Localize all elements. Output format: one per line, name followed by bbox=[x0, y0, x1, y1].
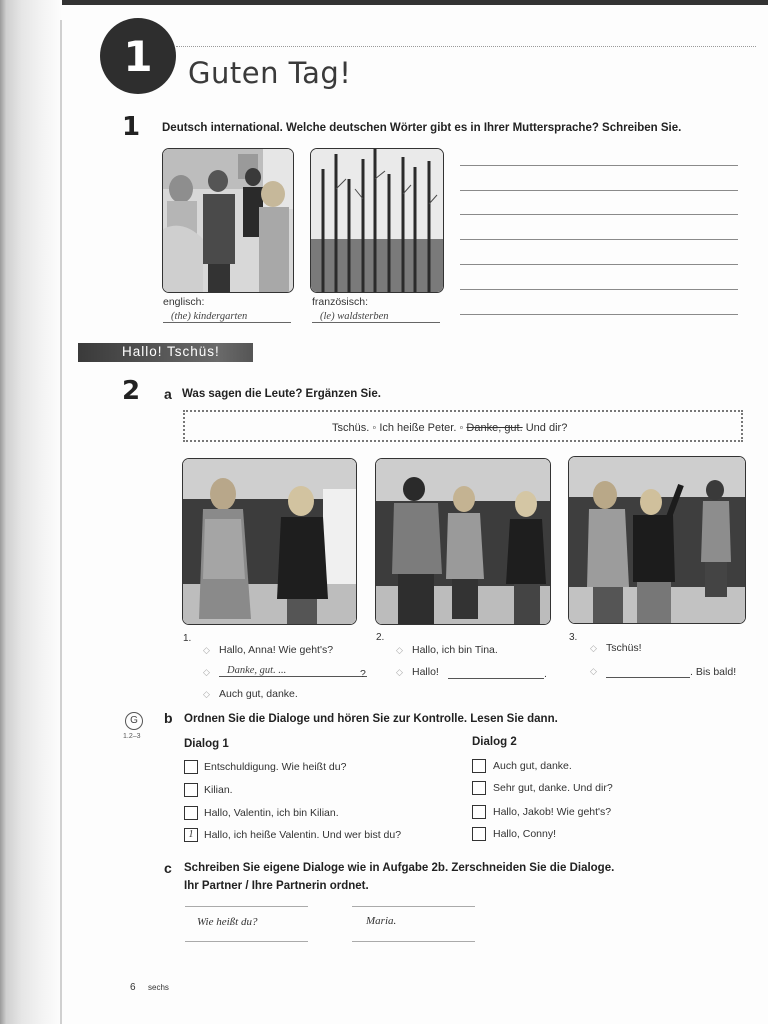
photo-dialog-3 bbox=[568, 456, 746, 624]
chapter-number-badge: 1 bbox=[100, 18, 176, 94]
write-line[interactable] bbox=[460, 165, 738, 166]
order-checkbox[interactable] bbox=[184, 783, 198, 797]
speaker-a-marker: ◇ bbox=[590, 643, 597, 653]
part-a-instruction: Was sagen die Leute? Ergänzen Sie. bbox=[182, 388, 381, 400]
chapter-title: Guten Tag! bbox=[188, 56, 352, 90]
photo-dialog-2 bbox=[375, 458, 551, 625]
caption-language-french: französisch: bbox=[312, 296, 369, 308]
dialog-1-item: Hallo, ich heiße Valentin. Und wer bist du? bbox=[204, 829, 402, 841]
exercise-1-number: 1 bbox=[122, 112, 141, 142]
word-box-text bbox=[332, 422, 567, 434]
order-checkbox[interactable] bbox=[184, 806, 198, 820]
word-box-item: Und dir? bbox=[525, 422, 568, 434]
audio-track-label: 1.2–3 bbox=[123, 733, 141, 740]
dialog-1-item: Hallo, Valentin, ich bin Kilian. bbox=[204, 807, 339, 819]
dialog-2-title: Dialog 2 bbox=[472, 736, 517, 748]
exercise-2-number: 2 bbox=[122, 376, 141, 406]
caption-word-french: (le) waldsterben bbox=[312, 311, 440, 323]
word-box-item: Ich heiße Peter. bbox=[379, 422, 457, 434]
exercise-1-instruction: Deutsch international. Welche deutschen Wörter gibt es in Ihrer Muttersprache? Schreiben Sie. bbox=[162, 122, 682, 134]
photo-forest bbox=[310, 148, 444, 293]
word-box-separator: ◦ bbox=[372, 422, 377, 434]
part-c-letter: c bbox=[164, 860, 172, 876]
dialog-card bbox=[352, 906, 475, 942]
speaker-a-marker: ◇ bbox=[396, 645, 403, 655]
dialog-2-item: Auch gut, danke. bbox=[493, 760, 572, 772]
part-c-instruction: Schreiben Sie eigene Dialoge wie in Aufgabe 2b. Zerschneiden Sie die Dialoge. bbox=[184, 862, 615, 874]
dialog-punctuation: ? bbox=[360, 668, 366, 680]
page-margin-line bbox=[60, 20, 62, 1024]
order-checkbox[interactable] bbox=[472, 827, 486, 841]
order-checkbox[interactable] bbox=[472, 805, 486, 819]
dialog-answer-field[interactable] bbox=[448, 668, 544, 679]
write-line[interactable] bbox=[460, 239, 738, 240]
dialog-1-item: Entschuldigung. Wie heißt du? bbox=[204, 761, 347, 773]
order-checkbox[interactable] bbox=[184, 760, 198, 774]
page-number-word: sechs bbox=[148, 983, 169, 992]
dialog-card-text: Wie heißt du? bbox=[197, 916, 258, 928]
dialog-1-item: Kilian. bbox=[204, 784, 233, 796]
write-line[interactable] bbox=[460, 214, 738, 215]
dialog-line: Hallo, Anna! Wie geht's? bbox=[219, 644, 334, 656]
dialog-number: 3. bbox=[569, 632, 578, 643]
word-box-separator: ◦ bbox=[459, 422, 464, 434]
speaker-a-marker: ◇ bbox=[203, 645, 210, 655]
part-b-instruction: Ordnen Sie die Dialoge und hören Sie zur Kontrolle. Lesen Sie dann. bbox=[184, 713, 558, 725]
dialog-line: . Bis bald! bbox=[690, 666, 737, 678]
order-checkbox[interactable]: 1 bbox=[184, 828, 198, 842]
dialog-answer-field[interactable]: Danke, gut. ... bbox=[219, 665, 367, 677]
scan-top-edge bbox=[0, 0, 768, 5]
speaker-b-marker: ◇ bbox=[396, 667, 403, 677]
dialog-line: Auch gut, danke. bbox=[219, 688, 298, 700]
dialog-2-item: Sehr gut, danke. Und dir? bbox=[493, 782, 613, 794]
dialog-2-item: Hallo, Conny! bbox=[493, 828, 557, 840]
section-title: Hallo! Tschüs! bbox=[122, 344, 220, 359]
dialog-2-item: Hallo, Jakob! Wie geht's? bbox=[493, 806, 612, 818]
speaker-b-marker: ◇ bbox=[590, 666, 597, 676]
dialog-number: 2. bbox=[376, 632, 385, 643]
caption-language-english: englisch: bbox=[163, 296, 205, 308]
photo-kindergarten bbox=[162, 148, 294, 293]
speaker-a-marker: ◇ bbox=[203, 689, 210, 699]
audio-icon[interactable]: G bbox=[125, 712, 143, 730]
write-line[interactable] bbox=[460, 190, 738, 191]
page-number: 6 bbox=[130, 982, 136, 993]
dialog-card bbox=[185, 906, 308, 942]
chapter-header-rule bbox=[176, 46, 756, 47]
dialog-line: Hallo! bbox=[412, 666, 439, 678]
order-checkbox[interactable] bbox=[472, 781, 486, 795]
write-line[interactable] bbox=[460, 289, 738, 290]
dialog-number: 1. bbox=[183, 633, 192, 644]
dialog-card-text: Maria. bbox=[366, 915, 397, 927]
photo-dialog-1 bbox=[182, 458, 357, 625]
dialog-line: Tschüs! bbox=[606, 642, 642, 654]
scan-spine-shadow bbox=[0, 0, 62, 1024]
dialog-punctuation: . bbox=[544, 668, 547, 680]
caption-word-english: (the) kindergarten bbox=[163, 311, 291, 323]
speaker-b-marker: ◇ bbox=[203, 667, 210, 677]
word-box-item: Tschüs. bbox=[332, 422, 370, 434]
part-a-letter: a bbox=[164, 386, 172, 402]
part-b-letter: b bbox=[164, 710, 173, 726]
part-c-instruction-line-2: Ihr Partner / Ihre Partnerin ordnet. bbox=[184, 880, 369, 892]
dialog-line: Hallo, ich bin Tina. bbox=[412, 644, 498, 656]
dialog-1-title: Dialog 1 bbox=[184, 738, 229, 750]
dialog-answer-field[interactable] bbox=[606, 667, 690, 678]
word-box-item-used: Danke, gut. bbox=[466, 422, 523, 434]
order-checkbox[interactable] bbox=[472, 759, 486, 773]
write-line[interactable] bbox=[460, 314, 738, 315]
write-line[interactable] bbox=[460, 264, 738, 265]
